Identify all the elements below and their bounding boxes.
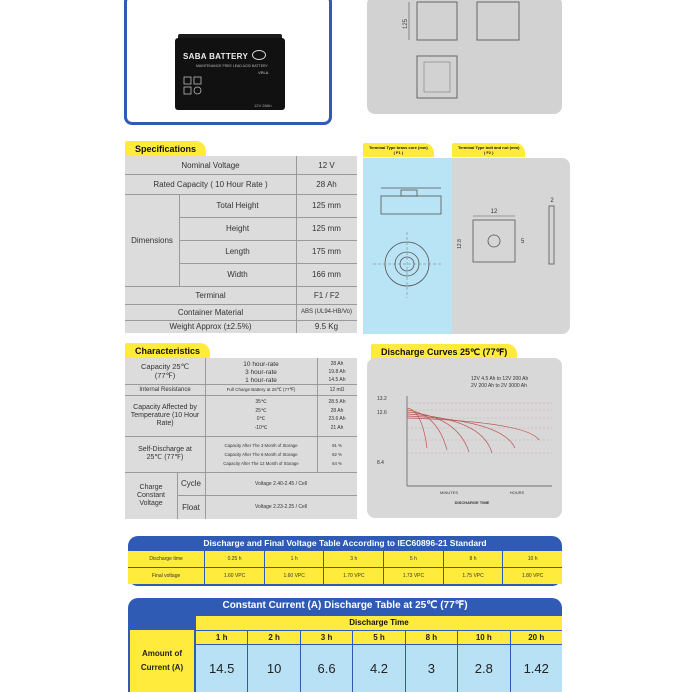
charge-constant-voltage-label: Charge Constant Voltage: [136, 483, 166, 507]
terminal-f2-title: Terminal Type bolt and nut (mm): [458, 145, 520, 150]
self-discharge-desc: Capacity After The 3 Month of Storage: [224, 443, 298, 448]
self-discharge-label: Self-Discharge at 25℃ (77℉): [138, 446, 192, 461]
hour-header: 10 h: [458, 631, 510, 644]
constant-current-values-row: [196, 645, 562, 692]
temperature-value: 28.5 Ah: [328, 399, 346, 406]
hour-header: 20 h: [528, 633, 545, 642]
battery-subtitle: MAINTENANCE FREE LEAD ACID BATTERY: [196, 64, 268, 68]
terminal-value: F1 / F2: [313, 290, 340, 300]
height-label: Height: [225, 224, 250, 233]
hour-header: 8 h: [406, 631, 458, 644]
temperature-label: -10℃: [254, 424, 268, 431]
capacity-rate-value: 14.5 Ah: [328, 377, 346, 383]
temperature-label: 35℃: [255, 399, 267, 406]
final-voltage-cell: 1.73 VPC: [384, 568, 444, 584]
self-discharge-value: 91 %: [332, 443, 342, 448]
self-discharge-row: [205, 459, 357, 468]
total-height-value: 125 mm: [312, 201, 341, 210]
dimension-drawing-panel: [367, 0, 562, 114]
current-value: 10: [248, 645, 300, 692]
temperature-label: 25℃: [255, 407, 267, 414]
temperature-rows: [205, 398, 357, 432]
discharge-time-cell: 1 h: [265, 551, 325, 567]
float-value: Voltage 2.23-2.25 / Cell: [255, 504, 307, 510]
specifications-table: [125, 156, 357, 333]
terminal-dim-12: 12: [490, 209, 498, 215]
final-voltage-cell: 1.70 VPC: [324, 568, 384, 584]
curve-hours-label: HOURS: [509, 490, 525, 495]
internal-resistance-label: Internal Resistance: [139, 386, 191, 393]
battery-brand: SABA BATTERY: [183, 52, 249, 61]
length-value: 175 mm: [312, 247, 341, 256]
current-value: 2.8: [458, 645, 510, 692]
self-discharge-desc: Capacity After The 6 Month of Storage: [224, 452, 298, 457]
curve-range-line1: 12V 4.5 Ah to 12V 200 Ah: [471, 376, 529, 382]
temperature-row: [205, 415, 357, 424]
temperature-value: 28 Ah: [330, 407, 344, 414]
capacity-label: Capacity 25℃ (77℉): [140, 362, 190, 380]
terminal-dim-5: 5: [521, 239, 525, 245]
discharge-curves-tab: Discharge Curves 25℃ (77℉): [371, 344, 517, 361]
weight-label: Weight Approx (±2.5%): [169, 322, 252, 331]
self-discharge-row: [205, 441, 357, 450]
final-voltage-cell: 1.75 VPC: [444, 568, 504, 584]
current-value: 4.2: [353, 645, 405, 692]
constant-current-title: Constant Current (A) Discharge Table at 25℃ (77℉): [222, 600, 468, 611]
constant-current-hours-row: [196, 631, 562, 644]
final-voltage-value-row: [128, 568, 562, 584]
terminal-dim-128: 12.8: [457, 239, 463, 249]
curve-range-line2: 2V 200 Ah to 2V 3000 Ah: [471, 383, 527, 389]
final-voltage-cell: 1.60 VPC: [265, 568, 325, 584]
curve-y-tick-bottom: 8.4: [377, 460, 384, 466]
characteristics-table: [125, 358, 357, 519]
discharge-curves-chart: [367, 358, 562, 518]
battery-logo-icon: [252, 50, 266, 60]
dimensions-label: Dimensions: [131, 235, 173, 245]
temperature-value: 21 Ah: [330, 424, 344, 431]
container-material-label: Container Material: [177, 307, 244, 317]
final-voltage-cell: 1.80 VPC: [521, 573, 544, 579]
temperature-label: 0℃: [256, 416, 266, 423]
final-voltage-title: Discharge and Final Voltage Table According to IEC60896-21 Standard: [203, 538, 487, 548]
current-value: 6.6: [301, 645, 353, 692]
self-discharge-value: 64 %: [332, 461, 342, 466]
length-label: Length: [225, 247, 250, 256]
nominal-voltage-value: 12 V: [318, 160, 335, 170]
rated-capacity-value: 28 Ah: [316, 179, 337, 189]
curve-x-label: DISCHARGE TIME: [454, 500, 490, 505]
curve-y-tick-mid: 12.6: [377, 410, 387, 416]
discharge-time-cell: 10 h: [527, 556, 538, 562]
terminal-dim-2: 2: [550, 198, 554, 204]
characteristics-tab: Characteristics: [125, 343, 210, 359]
terminal-drawings: [363, 158, 570, 334]
cycle-label: Cycle: [180, 479, 201, 488]
terminal-f2-tab: [452, 143, 525, 157]
temperature-row: [205, 424, 357, 433]
capacity-row: [205, 376, 357, 384]
hour-header: 3 h: [301, 631, 353, 644]
self-discharge-rows: [205, 441, 357, 468]
hour-header: 2 h: [248, 631, 300, 644]
curve-range-text: [471, 376, 528, 390]
capacity-rate-value: 19.8 Ah: [328, 369, 346, 375]
terminal-f2-code: ( F2 ): [483, 150, 494, 155]
terminal-label: Terminal: [195, 290, 226, 300]
nominal-voltage-label: Nominal Voltage: [181, 160, 240, 170]
temperature-capacity-label: Capacity Affected by Temperature (10 Hour Rate): [130, 403, 200, 427]
discharge-time-label: Discharge time: [128, 551, 205, 567]
current-value: 14.5: [196, 645, 248, 692]
specifications-tab: Specifications: [125, 141, 206, 157]
discharge-time-cell: 0.25 h: [205, 551, 265, 567]
battery-model: 12V 28Ah: [254, 103, 272, 108]
capacity-rate-label: 3 hour-rate: [245, 368, 277, 376]
weight-value: 9.5 Kg: [314, 322, 339, 331]
container-material-value: ABS (UL94-HB/Vo): [300, 309, 353, 315]
cycle-value: Voltage 2.40-2.45 / Cell: [255, 480, 307, 487]
height-dimension: 125: [403, 18, 409, 30]
current-value: 3: [406, 645, 458, 692]
total-height-label: Total Height: [216, 201, 259, 210]
discharge-time-cell: 8 h: [444, 551, 504, 567]
temperature-value: 23.6 Ah: [328, 416, 346, 423]
discharge-curves-panel: [367, 358, 562, 518]
discharge-time-cell: 3 h: [324, 551, 384, 567]
battery-warning-icons: [183, 76, 203, 96]
width-value: 166 mm: [312, 270, 341, 279]
capacity-row: [205, 360, 357, 368]
self-discharge-desc: Capacity After The 12 Month of Storage: [223, 461, 299, 466]
current-value: 1.42: [523, 661, 549, 676]
battery-image: [175, 38, 285, 110]
capacity-row: [205, 368, 357, 376]
capacity-rate-label: 10 hour-rate: [243, 360, 279, 368]
final-voltage-cell: 1.60 VPC: [205, 568, 265, 584]
curve-minutes-label: MINUTES: [440, 490, 458, 495]
capacity-rate-value: 28 Ah: [330, 361, 344, 367]
dimension-drawing: [367, 0, 562, 114]
terminal-f1-tab: [363, 143, 434, 157]
terminal-f1-code: ( F1 ): [393, 150, 404, 155]
temperature-row: [205, 398, 357, 407]
discharge-time-cell: 5 h: [384, 551, 444, 567]
internal-resistance-value: 12 mΩ: [329, 386, 345, 393]
capacity-rate-label: 1 hour-rate: [245, 376, 277, 384]
discharge-time-band: Discharge Time: [196, 616, 562, 630]
battery-type: VRLA: [258, 70, 269, 75]
hour-header: 1 h: [196, 631, 248, 644]
self-discharge-value: 82 %: [332, 452, 342, 457]
terminal-f1-title: Terminal Type brass core (mm): [369, 145, 428, 150]
temperature-row: [205, 407, 357, 416]
float-label: Float: [182, 502, 200, 512]
rated-capacity-label: Rated Capacity ( 10 Hour Rate ): [153, 179, 268, 189]
internal-resistance-desc: Full Charge Battery at 25℃ (77℉): [226, 386, 296, 392]
height-value: 125 mm: [312, 224, 341, 233]
self-discharge-row: [205, 450, 357, 459]
hour-header: 5 h: [353, 631, 405, 644]
final-voltage-label: Final voltage: [128, 568, 205, 584]
width-label: Width: [227, 270, 248, 279]
capacity-rows: [205, 360, 357, 384]
curve-y-tick-top: 13.2: [377, 396, 387, 402]
final-voltage-time-row: [128, 551, 562, 567]
amount-of-current-label: Amount of Current (A): [130, 630, 194, 692]
